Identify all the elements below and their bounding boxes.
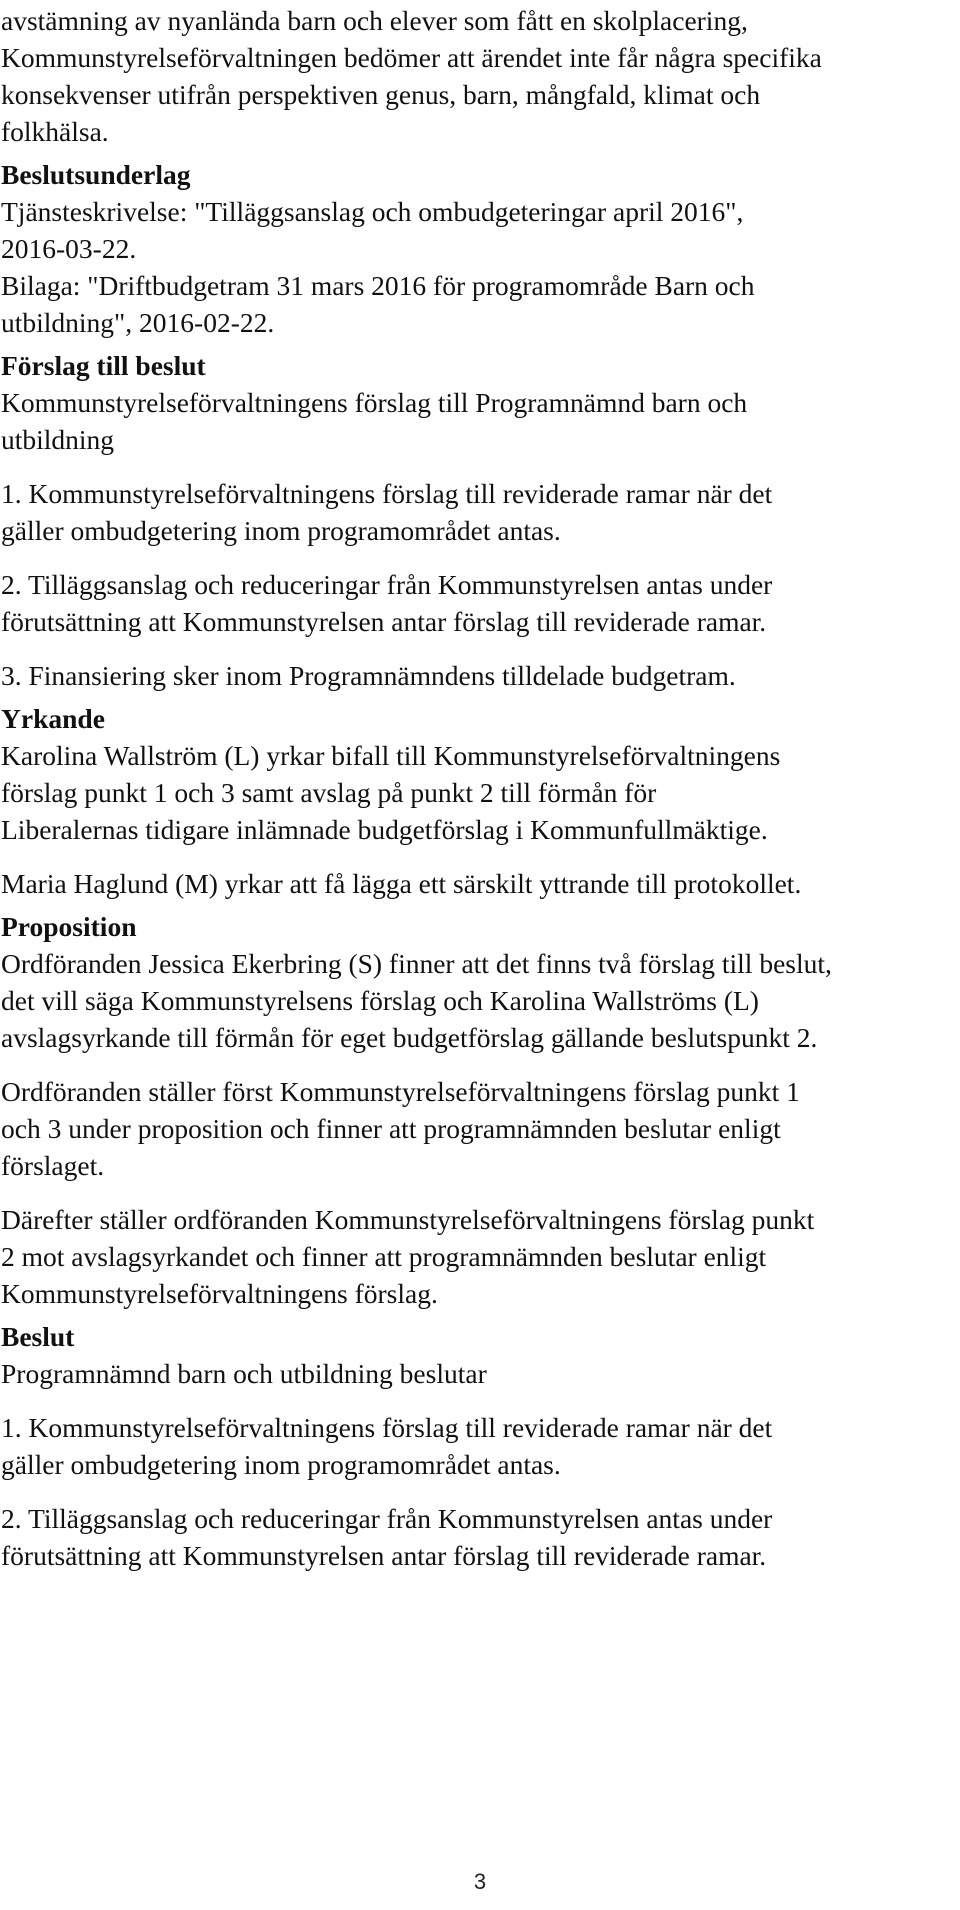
text-line: Ordföranden ställer först Kommunstyrelseförvaltningens förslag punkt 1 (1, 1076, 800, 1107)
text-line: gäller ombudgetering inom programområdet antas. (1, 515, 561, 546)
text-line: och 3 under proposition och finner att programnämnden beslutar enligt (1, 1113, 781, 1144)
text-line: utbildning", 2016-02-22. (1, 307, 275, 338)
numbered-point (1, 1500, 960, 1574)
text-line: avslagsyrkande till förmån för eget budgetförslag gällande beslutspunkt 2. (1, 1022, 818, 1053)
text-line: 2. Tilläggsanslag och reduceringar från Kommunstyrelsen antas under (1, 569, 773, 600)
text-line: det vill säga Kommunstyrelsens förslag och Karolina Wallströms (L) (1, 985, 759, 1016)
text-line: 2. Tilläggsanslag och reduceringar från Kommunstyrelsen antas under (1, 1503, 773, 1534)
section-beslutsunderlag (1, 156, 960, 341)
section-heading: Förslag till beslut (1, 350, 206, 381)
page-number: 3 (473, 1869, 487, 1894)
text-line: utbildning (1, 424, 115, 455)
text-line: avstämning av nyanlända barn och elever som fått en skolplacering, (1, 5, 748, 36)
paragraph (1, 1073, 960, 1184)
text-line: Kommunstyrelseförvaltningen bedömer att ärendet inte får några specifika (1, 42, 822, 73)
text-line: förutsättning att Kommunstyrelsen antar förslag till reviderade ramar. (1, 1540, 767, 1571)
text-line: förslaget. (1, 1150, 105, 1181)
text-line: Bilaga: "Driftbudgetram 31 mars 2016 för programområde Barn och (1, 270, 755, 301)
text-line: 1. Kommunstyrelseförvaltningens förslag till reviderade ramar när det (1, 478, 773, 509)
text-line: Maria Haglund (M) yrkar att få lägga ett särskilt yttrande till protokollet. (1, 868, 802, 899)
text-line: folkhälsa. (1, 116, 109, 147)
text-line: Därefter ställer ordföranden Kommunstyrelseförvaltningens förslag punkt (1, 1204, 815, 1235)
text-line: gäller ombudgetering inom programområdet antas. (1, 1449, 561, 1480)
numbered-point (1, 566, 960, 640)
text-line: 3. Finansiering sker inom Programnämndens tilldelade budgetram. (1, 660, 736, 691)
text-line: Ordföranden Jessica Ekerbring (S) finner att det finns två förslag till beslut, (1, 948, 832, 979)
numbered-point (1, 475, 960, 549)
section-heading: Yrkande (1, 703, 105, 734)
paragraph (1, 865, 960, 902)
intro-paragraph (1, 2, 960, 150)
text-line: konsekvenser utifrån perspektiven genus, barn, mångfald, klimat och (1, 79, 761, 110)
text-line: Kommunstyrelseförvaltningens förslag. (1, 1278, 438, 1309)
section-heading: Beslut (1, 1321, 75, 1352)
text-line: Karolina Wallström (L) yrkar bifall till Kommunstyrelseförvaltningens (1, 740, 781, 771)
paragraph (1, 945, 960, 1056)
section-forslag-till-beslut (1, 347, 960, 694)
section-proposition (1, 908, 960, 1312)
section-yrkande (1, 700, 960, 902)
section-heading: Proposition (1, 911, 137, 942)
section-beslut (1, 1318, 960, 1574)
text-line: förutsättning att Kommunstyrelsen antar förslag till reviderade ramar. (1, 606, 767, 637)
paragraph (1, 1201, 960, 1312)
text-line: Liberalernas tidigare inlämnade budgetförslag i Kommunfullmäktige. (1, 814, 768, 845)
numbered-point (1, 1409, 960, 1483)
text-line: Programnämnd barn och utbildning beslutar (1, 1358, 487, 1389)
text-line: 1. Kommunstyrelseförvaltningens förslag till reviderade ramar när det (1, 1412, 773, 1443)
text-line: 2 mot avslagsyrkandet och finner att programnämnden beslutar enligt (1, 1241, 767, 1272)
numbered-point (1, 657, 960, 694)
text-line: Kommunstyrelseförvaltningens förslag till Programnämnd barn och (1, 387, 748, 418)
text-line: förslag punkt 1 och 3 samt avslag på punkt 2 till förmån för (1, 777, 657, 808)
paragraph (1, 737, 960, 848)
document-body (0, 2, 960, 1574)
section-heading: Beslutsunderlag (1, 159, 191, 190)
text-line: 2016-03-22. (1, 233, 137, 264)
text-line: Tjänsteskrivelse: "Tilläggsanslag och ombudgeteringar april 2016", (1, 196, 744, 227)
